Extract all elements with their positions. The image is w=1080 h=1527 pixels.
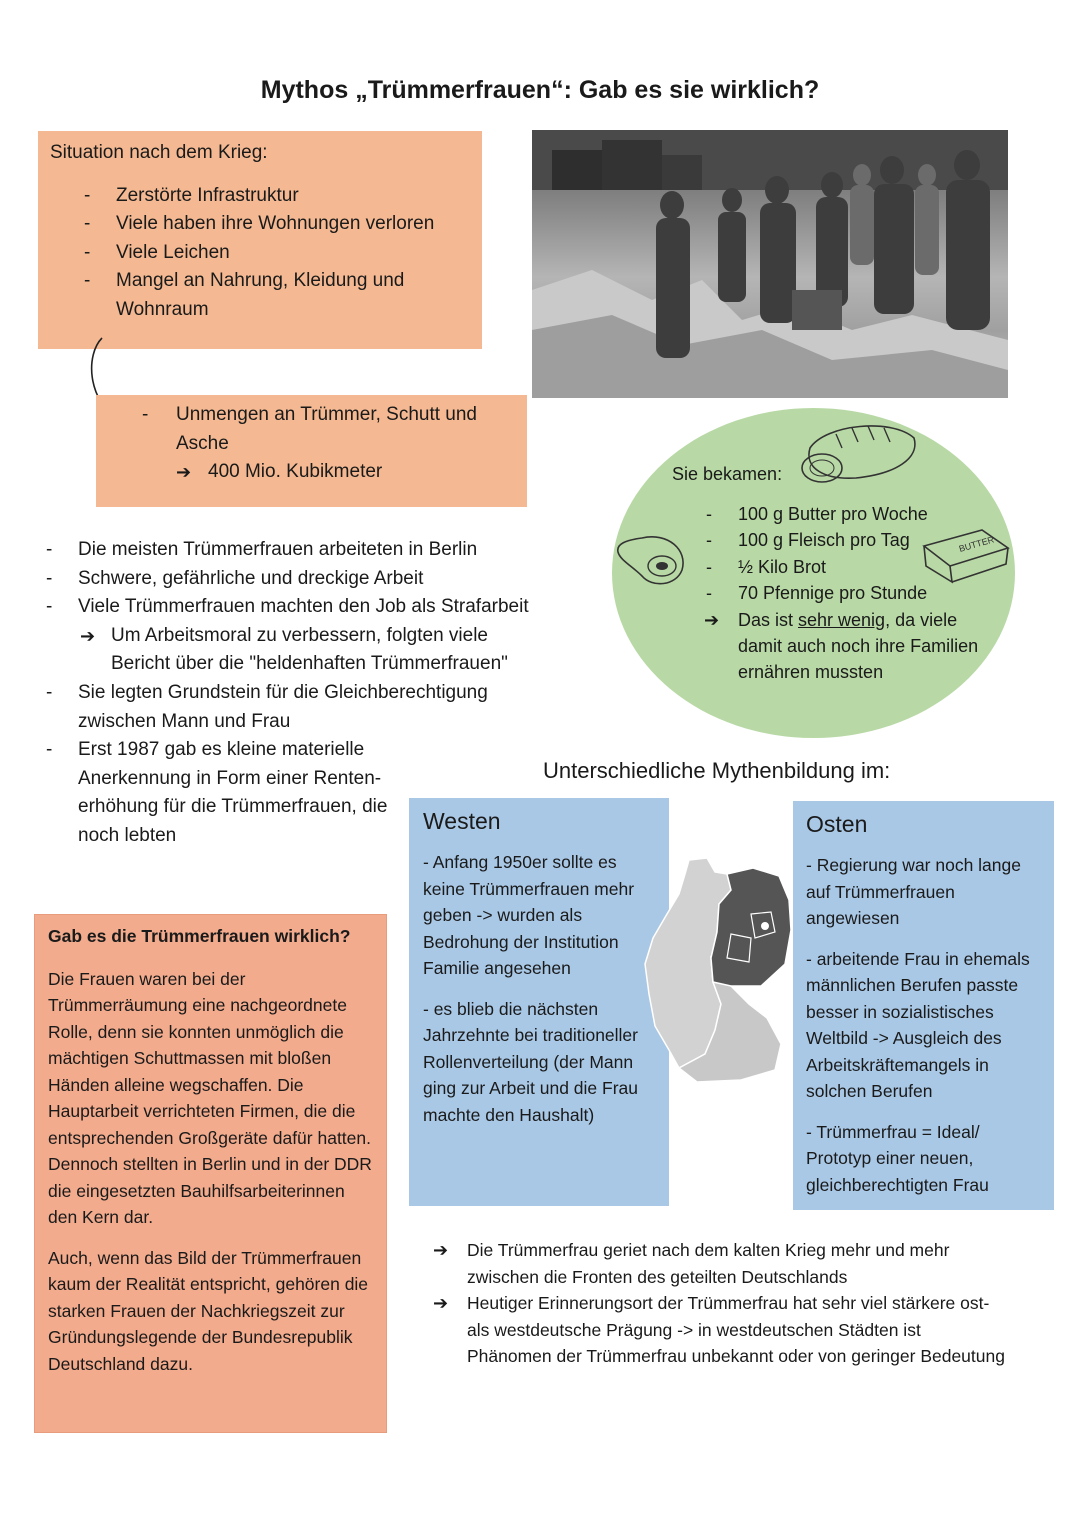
list-item: - 100 g Butter pro Woche — [706, 504, 928, 524]
list-item: - Unmengen an Trümmer, Schutt und Asche — [142, 404, 477, 454]
question-paragraph: Die Frauen waren bei der Trümmerräumung eine nachgeordnete Rolle, denn sie konnten unmöglich die mächtigen Schuttmassen mit bloßen Händen alleine wegschaffen. Die Hauptarbeit verrichteten Firmen, die die entsprechenden Großgeräte dafür hatten. Dennoch stellten in Berlin und in der DDR die eingesetzten Bauhilfsarbeiterinnen den Kern dar. — [48, 968, 372, 1227]
west-box — [409, 798, 669, 1206]
meat-icon — [612, 530, 692, 590]
list-item: - Schwere, gefährliche und dreckige Arbeit — [46, 567, 424, 589]
list-item: - Viele haben ihre Wohnungen verloren — [84, 213, 435, 235]
situation-list — [50, 182, 466, 325]
question-paragraph: Auch, wenn das Bild der Trümmerfrauen kaum der Realität entspricht, gehören die starken Frauen der Nachkriegszeit zur Gründungslegende der Bundesrepublik Deutschland dazu. — [48, 1247, 369, 1374]
rubble-box — [96, 395, 527, 507]
list-item: - 100 g Fleisch pro Tag — [706, 530, 910, 551]
list-item: - Mangel an Nahrung, Kleidung und Wohnraum — [84, 270, 405, 320]
list-item: ➔ Um Arbeitsmoral zu verbessern, folgten viele Bericht über die "heldenhaften Trümmerfrauen" — [80, 624, 508, 675]
west-title: Westen — [423, 808, 501, 834]
rubble-women-photo — [532, 130, 1008, 398]
list-item: - Zerstörte Infrastruktur — [84, 184, 299, 206]
east-title: Osten — [806, 811, 868, 837]
west-paragraph: - es blieb die nächsten Jahrzehnte bei traditioneller Rollenverteilung (der Mann ging zur Arbeit und die Frau machte den Haushalt) — [423, 998, 638, 1125]
situation-box — [38, 131, 482, 349]
list-item: ➔ Die Trümmerfrau geriet nach dem kalten Krieg mehr und mehr zwischen die Fronten des geteilten Deutschlands — [433, 1240, 950, 1287]
myths-heading: Unterschiedliche Mythenbildung im: — [543, 758, 891, 783]
received-list — [704, 501, 998, 686]
germany-map-icon — [641, 854, 811, 1086]
list-item: - Sie legten Grundstein für die Gleichberechtigung zwischen Mann und Frau — [46, 681, 488, 732]
east-paragraph: - Regierung war noch lange auf Trümmerfrauen angewiesen — [806, 855, 1021, 928]
conclusions-list — [433, 1237, 1007, 1370]
page-title: Mythos „Trümmerfrauen“: Gab es sie wirklich? — [260, 76, 820, 104]
list-item: - 70 Pfennige pro Stunde — [706, 583, 928, 604]
east-box — [793, 801, 1054, 1210]
list-item: ➔ Heutiger Erinnerungsort der Trümmerfrau hat sehr viel stärkere ost- als westdeutsche Prägung -> in westdeutschen Städten ist Phänomen der Trümmerfrau unbekannt oder von geringer Bedeutung — [433, 1293, 1005, 1366]
list-item: - Viele Leichen — [84, 241, 230, 263]
question-box — [34, 914, 387, 1433]
list-item: - Viele Trümmerfrauen machten den Job als Strafarbeit — [46, 596, 529, 618]
east-paragraph: - arbeitende Frau in ehemals männlichen Berufen passte besser in sozialistisches Weltbild -> Ausgleich des Arbeitskräftemangels in solchen Berufen — [806, 948, 1030, 1101]
list-item: - Die meisten Trümmerfrauen arbeiteten in Berlin — [46, 539, 478, 560]
photo-illustration — [532, 130, 1008, 398]
question-heading: Gab es die Trümmerfrauen wirklich? — [48, 926, 351, 946]
list-item: ➔ 400 Mio. Kubikmeter — [176, 461, 383, 483]
list-item: - Erst 1987 gab es kleine materielle Anerkennung in Form einer Renten-erhöhung für die Trümmerfrauen, die noch lebten — [46, 739, 388, 846]
list-item: ➔ Das ist sehr wenig, da viele damit auch noch ihre Familien ernähren mussten — [704, 609, 979, 683]
west-paragraph: - Anfang 1950er sollte es keine Trümmerfrauen mehr geben -> wurden als Bedrohung der Institution Familie angesehen — [423, 852, 635, 978]
situation-heading: Situation nach dem Krieg: — [50, 142, 268, 163]
list-item: - ½ Kilo Brot — [706, 556, 827, 577]
east-paragraph: - Trümmerfrau = Ideal/ Prototyp einer neuen, gleichberechtigten Frau — [806, 1121, 989, 1195]
received-heading: Sie bekamen: — [672, 464, 783, 484]
butter-label: BUTTER — [957, 534, 996, 554]
bread-icon — [796, 418, 920, 490]
